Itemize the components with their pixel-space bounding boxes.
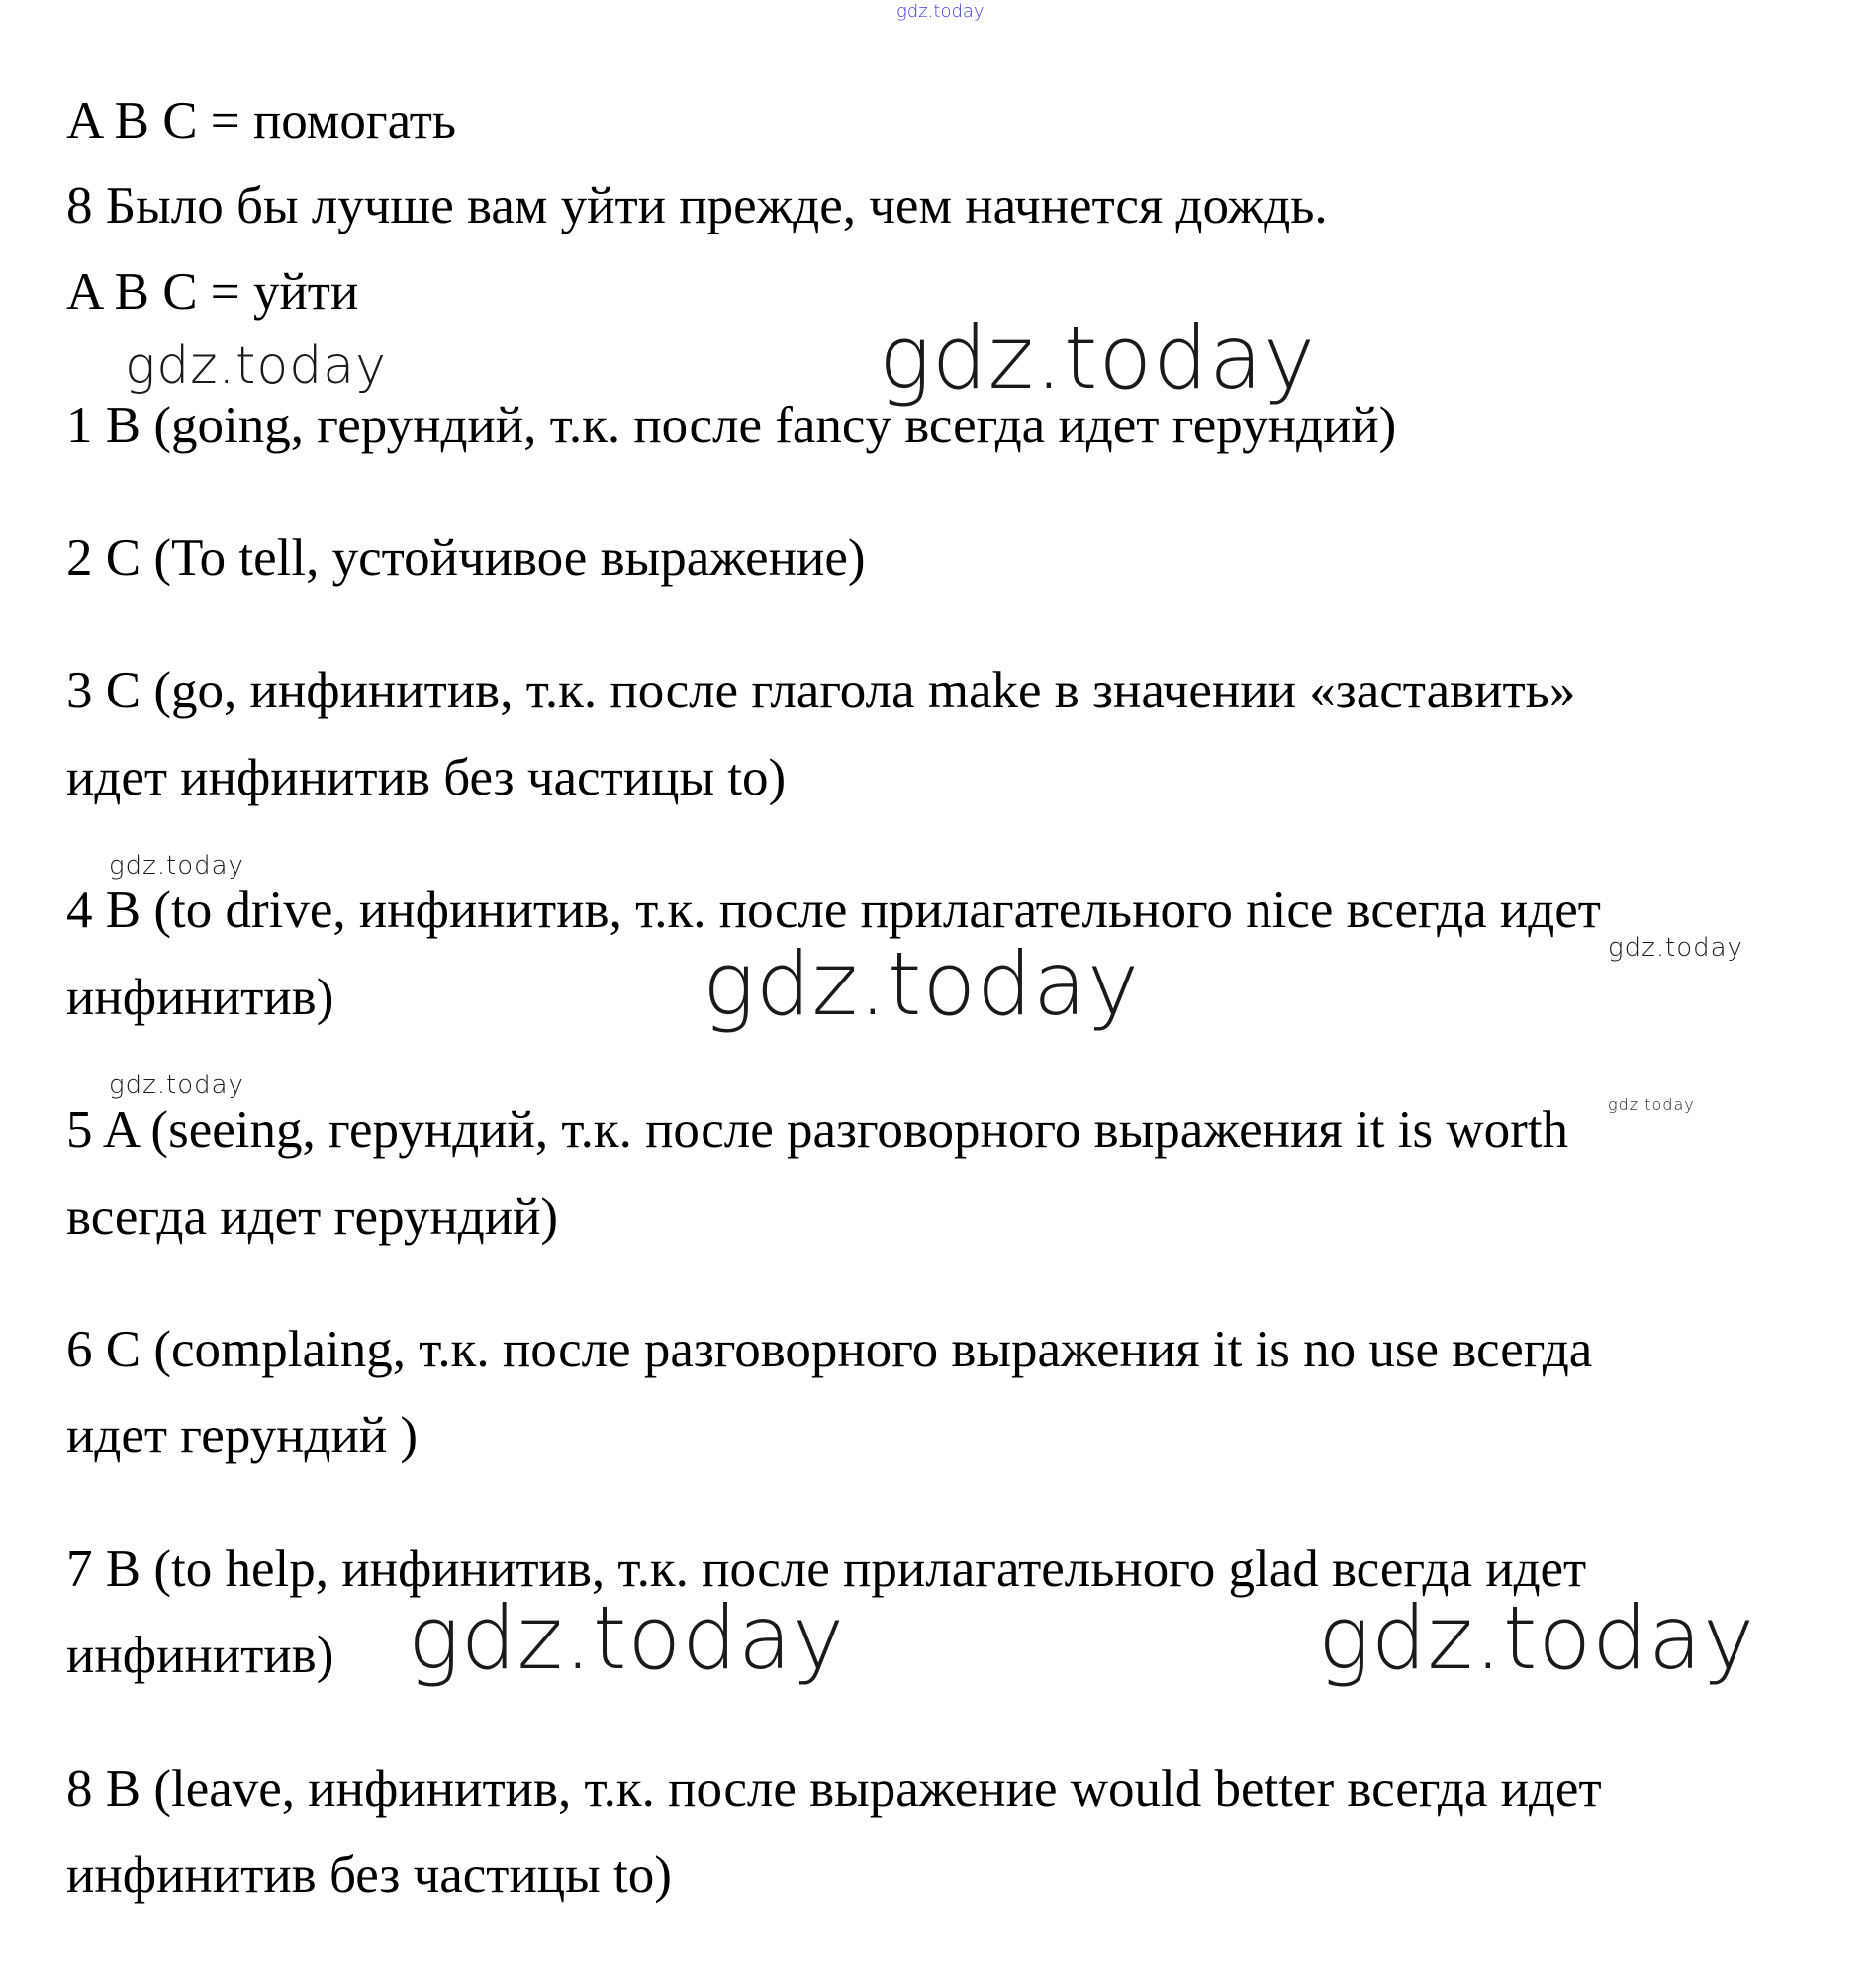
text-line: 3 C (go, инфинитив, т.к. после глагола make в значении «заставить» bbox=[66, 662, 1576, 719]
text-line: 2 C (To tell, устойчивое выражение) bbox=[66, 529, 866, 587]
watermark: gdz.today bbox=[125, 336, 387, 396]
watermark: gdz.today bbox=[109, 1071, 244, 1100]
watermark-top: gdz.today bbox=[896, 1, 985, 22]
watermark: gdz.today bbox=[1608, 933, 1743, 963]
text-line: 7 B (to help, инфинитив, т.к. после прилагательного glad всегда идет bbox=[66, 1541, 1587, 1598]
text-line: идет герундий ) bbox=[66, 1407, 419, 1464]
text-line: всегда идет герундий) bbox=[66, 1188, 559, 1246]
text-line: 1 B (going, герундий, т.к. после fancy всегда идет герундий) bbox=[66, 397, 1397, 454]
text-line: инфинитив без частицы to) bbox=[66, 1846, 672, 1904]
watermark: gdz.today bbox=[408, 1587, 846, 1689]
watermark: gdz.today bbox=[1318, 1587, 1756, 1689]
text-line: A B C = помогать bbox=[66, 92, 457, 149]
text-line: 5 A (seeing, герундий, т.к. после разговорного выражения it is worth bbox=[66, 1101, 1568, 1159]
text-line: инфинитив) bbox=[66, 1627, 334, 1684]
text-line: A B C = уйти bbox=[66, 263, 359, 321]
text-line: 8 Было бы лучше вам уйти прежде, чем начнется дождь. bbox=[66, 177, 1328, 234]
text-line: идет инфинитив без частицы to) bbox=[66, 749, 787, 806]
watermark: gdz.today bbox=[879, 307, 1317, 409]
text-line: 8 B (leave, инфинитив, т.к. после выражение would better всегда идет bbox=[66, 1760, 1602, 1818]
watermark: gdz.today bbox=[1608, 1095, 1695, 1114]
text-line: инфинитив) bbox=[66, 969, 334, 1026]
text-line: 6 C (complaing, т.к. после разговорного выражения it is no use всегда bbox=[66, 1321, 1593, 1378]
watermark: gdz.today bbox=[109, 851, 244, 881]
text-line: 4 B (to drive, инфинитив, т.к. после прилагательного nice всегда идет bbox=[66, 882, 1601, 939]
watermark: gdz.today bbox=[703, 933, 1141, 1035]
